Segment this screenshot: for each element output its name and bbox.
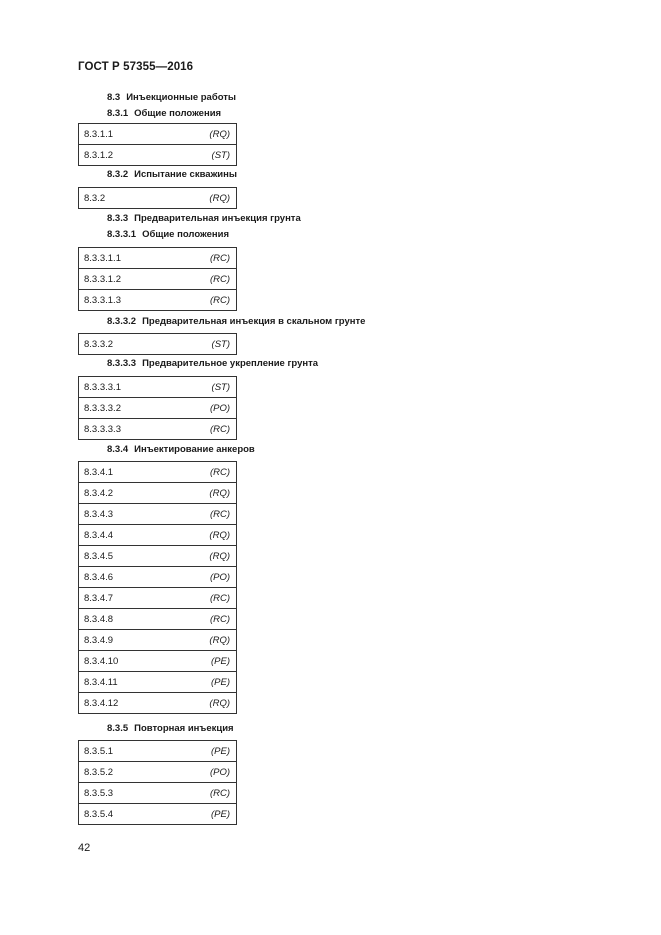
- clause-number: 8.3.5.4: [84, 808, 114, 820]
- section-title: Испытание скважины: [134, 169, 238, 180]
- clause-code: (RQ): [209, 550, 230, 562]
- section-number: 8.3.4: [107, 444, 129, 455]
- clause-code: (RC): [209, 273, 230, 285]
- section-title: Предварительная инъекция в скальном грунте: [142, 316, 366, 327]
- section-number: 8.3.5: [107, 723, 129, 734]
- section-heading-8-3-3-3: [107, 358, 318, 369]
- section-heading-8-3: [107, 92, 236, 103]
- clause-code: (RQ): [209, 192, 230, 204]
- clause-code: (PO): [209, 402, 230, 414]
- clause-number: 8.3.4.3: [84, 508, 114, 520]
- clause-table-8-3-3-2: [78, 333, 237, 355]
- clause-number: 8.3.3.3.1: [84, 381, 121, 393]
- clause-cell: [79, 546, 237, 567]
- table-row: [79, 651, 237, 672]
- section-title: Повторная инъекция: [134, 723, 234, 734]
- table-row: [79, 567, 237, 588]
- clause-number: 8.3.4.5: [84, 550, 114, 562]
- table-row: [79, 804, 237, 825]
- section-number: 8.3.3.1: [107, 229, 137, 240]
- table-row: [79, 630, 237, 651]
- table-row: [79, 525, 237, 546]
- clause-code: (RQ): [209, 487, 230, 499]
- clause-cell: [79, 377, 237, 398]
- table-row: [79, 334, 237, 355]
- clause-code: (RC): [209, 613, 230, 625]
- clause-number: 8.3.3.3.3: [84, 423, 121, 435]
- section-heading-8-3-3: [107, 213, 301, 224]
- clause-code: (PO): [209, 766, 230, 778]
- section-number: 8.3.3.3: [107, 358, 137, 369]
- clause-cell: [79, 188, 237, 209]
- clause-code: (PE): [211, 745, 230, 757]
- clause-number: 8.3.1.1: [84, 128, 114, 140]
- table-row: [79, 741, 237, 762]
- clause-cell: [79, 124, 237, 145]
- section-number: 8.3.3.2: [107, 316, 137, 327]
- table-row: [79, 609, 237, 630]
- clause-number: 8.3.3.2: [84, 338, 114, 350]
- clause-number: 8.3.4.6: [84, 571, 114, 583]
- table-row: [79, 783, 237, 804]
- section-number: 8.3.1: [107, 108, 129, 119]
- table-row: [79, 145, 237, 166]
- clause-number: 8.3.4.9: [84, 634, 114, 646]
- section-title: Предварительная инъекция грунта: [134, 213, 301, 224]
- clause-number: 8.3.5.3: [84, 787, 114, 799]
- clause-number: 8.3.2: [84, 192, 106, 204]
- table-row: [79, 672, 237, 693]
- clause-code: (RC): [209, 252, 230, 264]
- clause-code: (RC): [209, 508, 230, 520]
- clause-cell: [79, 145, 237, 166]
- clause-cell: [79, 525, 237, 546]
- clause-table-8-3-2: [78, 187, 237, 209]
- table-row: [79, 269, 237, 290]
- clause-cell: [79, 588, 237, 609]
- clause-code: (ST): [211, 381, 230, 393]
- section-heading-8-3-3-1: [107, 229, 229, 240]
- section-title: Инъектирование анкеров: [134, 444, 255, 455]
- clause-code: (PE): [211, 655, 230, 667]
- table-row: [79, 124, 237, 145]
- clause-code: (RC): [209, 592, 230, 604]
- clause-cell: [79, 609, 237, 630]
- clause-number: 8.3.5.2: [84, 766, 114, 778]
- section-title: Общие положения: [134, 108, 222, 119]
- clause-code: (ST): [211, 149, 230, 161]
- clause-cell: [79, 334, 237, 355]
- clause-number: 8.3.1.2: [84, 149, 114, 161]
- clause-cell: [79, 762, 237, 783]
- table-row: [79, 248, 237, 269]
- clause-cell: [79, 672, 237, 693]
- clause-number: 8.3.4.7: [84, 592, 114, 604]
- section-number: 8.3: [107, 92, 121, 103]
- table-row: [79, 762, 237, 783]
- clause-cell: [79, 567, 237, 588]
- clause-table-8-3-5: [78, 740, 237, 825]
- clause-code: (RQ): [209, 697, 230, 709]
- section-heading-8-3-3-2: [107, 316, 365, 327]
- table-row: [79, 462, 237, 483]
- clause-table-8-3-3-3: [78, 376, 237, 440]
- clause-cell: [79, 248, 237, 269]
- table-row: [79, 398, 237, 419]
- clause-number: 8.3.4.4: [84, 529, 114, 541]
- clause-number: 8.3.3.1.3: [84, 294, 121, 306]
- clause-cell: [79, 504, 237, 525]
- clause-number: 8.3.4.8: [84, 613, 114, 625]
- clause-code: (RQ): [209, 128, 230, 140]
- clause-number: 8.3.4.11: [84, 676, 118, 688]
- clause-number: 8.3.3.1.2: [84, 273, 121, 285]
- section-heading-8-3-4: [107, 444, 255, 455]
- section-title: Предварительное укрепление грунта: [142, 358, 319, 369]
- table-row: [79, 188, 237, 209]
- clause-code: (RC): [209, 294, 230, 306]
- clause-code: (RC): [209, 787, 230, 799]
- table-row: [79, 419, 237, 440]
- clause-cell: [79, 419, 237, 440]
- clause-number: 8.3.4.10: [84, 655, 119, 667]
- clause-code: (PE): [211, 808, 230, 820]
- clause-cell: [79, 783, 237, 804]
- clause-cell: [79, 398, 237, 419]
- table-row: [79, 693, 237, 714]
- clause-code: (RQ): [209, 529, 230, 541]
- clause-table-8-3-1: [78, 123, 237, 166]
- clause-cell: [79, 483, 237, 504]
- document-header: ГОСТ Р 57355—2016: [78, 61, 194, 73]
- clause-number: 8.3.4.2: [84, 487, 114, 499]
- clause-cell: [79, 290, 237, 311]
- clause-code: (ST): [211, 338, 230, 350]
- clause-cell: [79, 269, 237, 290]
- table-row: [79, 483, 237, 504]
- table-row: [79, 588, 237, 609]
- section-heading-8-3-5: [107, 723, 234, 734]
- clause-cell: [79, 462, 237, 483]
- table-row: [79, 546, 237, 567]
- clause-code: (PO): [209, 571, 230, 583]
- table-row: [79, 290, 237, 311]
- clause-cell: [79, 651, 237, 672]
- clause-number: 8.3.4.12: [84, 697, 119, 709]
- clause-cell: [79, 804, 237, 825]
- section-heading-8-3-1: [107, 108, 221, 119]
- clause-code: (RC): [209, 466, 230, 478]
- clause-number: 8.3.3.1.1: [84, 252, 121, 264]
- clause-cell: [79, 630, 237, 651]
- clause-number: 8.3.5.1: [84, 745, 114, 757]
- clause-code: (RC): [209, 423, 230, 435]
- table-row: [79, 377, 237, 398]
- clause-cell: [79, 741, 237, 762]
- clause-code: (RQ): [209, 634, 230, 646]
- page-number: 42: [78, 842, 91, 854]
- clause-number: 8.3.4.1: [84, 466, 114, 478]
- clause-table-8-3-3-1: [78, 247, 237, 311]
- clause-table-8-3-4: [78, 461, 237, 714]
- table-row: [79, 504, 237, 525]
- clause-number: 8.3.3.3.2: [84, 402, 121, 414]
- clause-code: (PE): [211, 676, 230, 688]
- section-title: Инъекционные работы: [126, 92, 237, 103]
- section-title: Общие положения: [142, 229, 230, 240]
- section-number: 8.3.2: [107, 169, 129, 180]
- section-number: 8.3.3: [107, 213, 129, 224]
- section-heading-8-3-2: [107, 169, 237, 180]
- clause-cell: [79, 693, 237, 714]
